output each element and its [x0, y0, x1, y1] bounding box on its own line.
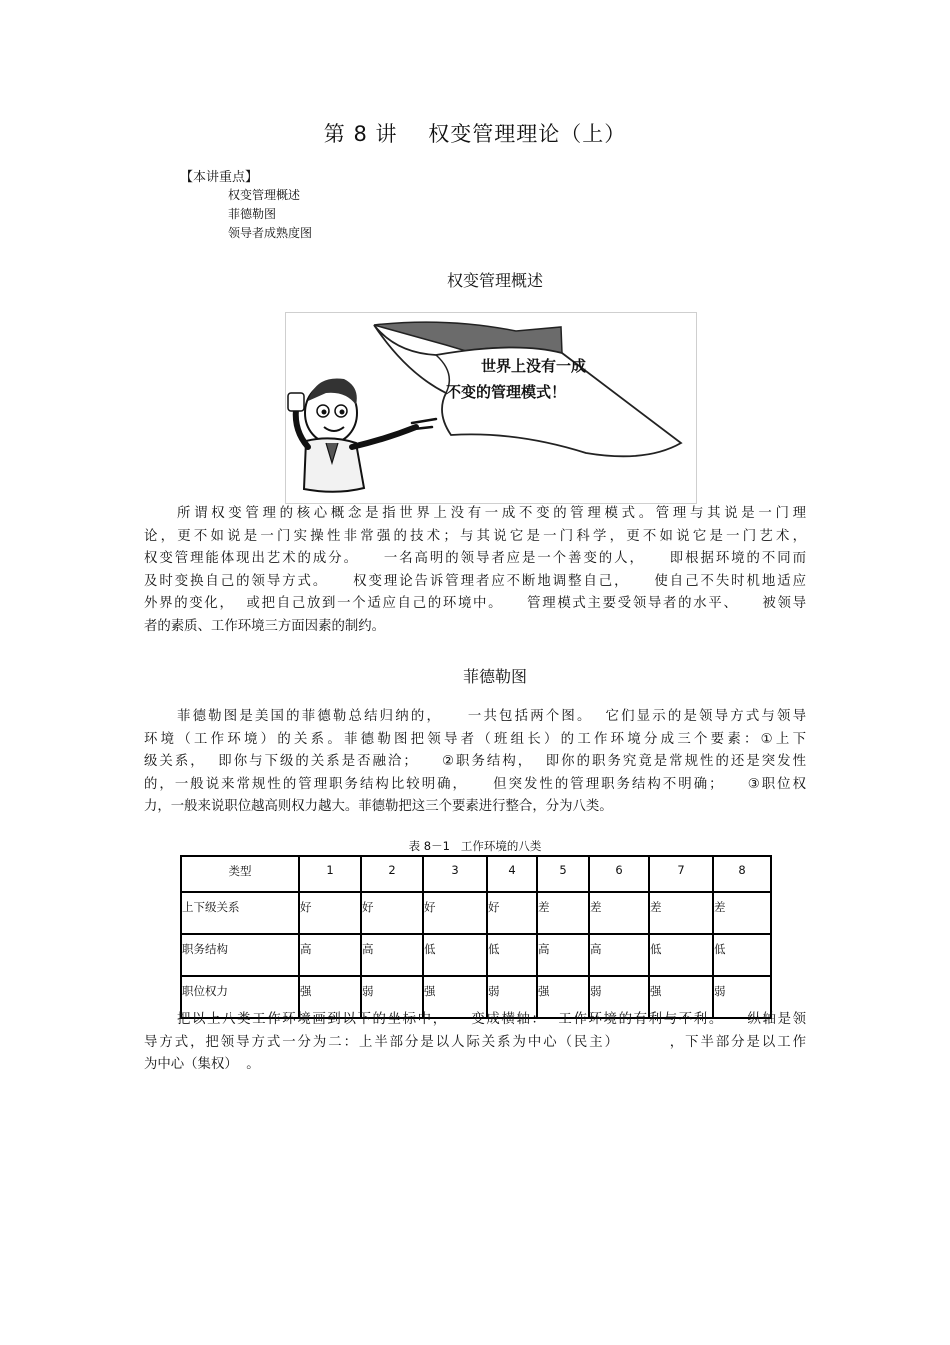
- table-cell: 好: [299, 892, 361, 934]
- paragraph-line: 导方式，把领导方式一分为二：上半部分是以人际关系为中心（民主） ，下半部分是以工作: [144, 1034, 806, 1050]
- paragraph-line: 论，更不如说是一门实操性非常强的技术；与其说它是一门科学，更不如说它是一门艺术，: [144, 528, 806, 544]
- table-header-cell: 4: [487, 856, 537, 892]
- table-cell: 高: [299, 934, 361, 976]
- fiedler-paragraph: [144, 706, 806, 819]
- table-cell: 强: [537, 976, 589, 1018]
- key-point-item: 权变管理概述: [228, 188, 301, 202]
- table-header-cell: 1: [299, 856, 361, 892]
- table-cell: 差: [589, 892, 649, 934]
- table-row: [181, 892, 771, 934]
- table-header-row: [181, 856, 771, 892]
- paragraph-line: 把以上八类工作环境画到以下的坐标中， 变成横轴： 工作环境的有利与不利。 纵轴是领: [177, 1012, 806, 1027]
- paragraph-line: 环境（工作环境）的关系。菲德勒图把领导者（班组长）的工作环境分成三个要素：①上下: [144, 731, 806, 747]
- page-title: 第 8 讲 权变管理理论（上）: [323, 122, 627, 146]
- banner-text-line-1: 世界上没有一成: [481, 357, 587, 375]
- paragraph-line: 力，一般来说职位越高则权力越大。菲德勒把这三个要素进行整合，分为八类。: [144, 799, 613, 814]
- paragraph-line: 的，一般说来常规性的管理职务结构比较明确， 但突发性的管理职务结构不明确； ③职位权: [144, 776, 806, 792]
- section-heading-fiedler: 菲德勒图: [462, 667, 527, 686]
- table-cell: 弱: [487, 976, 537, 1018]
- table-header-cell: 类型: [181, 856, 299, 892]
- table-row-label: 职务结构: [181, 934, 299, 976]
- work-environment-table: [180, 855, 772, 1019]
- table-cell: 高: [537, 934, 589, 976]
- table-header-cell: 5: [537, 856, 589, 892]
- table-cell: 强: [649, 976, 713, 1018]
- overview-paragraph: [144, 503, 806, 638]
- table-cell: 低: [649, 934, 713, 976]
- after-table-paragraph: [144, 1009, 806, 1077]
- table-cell: 强: [299, 976, 361, 1018]
- table-header-cell: 2: [361, 856, 423, 892]
- table-cell: 差: [713, 892, 771, 934]
- table-cell: 低: [487, 934, 537, 976]
- table-header-cell: 3: [423, 856, 487, 892]
- table-cell: 高: [361, 934, 423, 976]
- table-cell: 低: [713, 934, 771, 976]
- table-header-cell: 6: [589, 856, 649, 892]
- table-cell: 好: [423, 892, 487, 934]
- paragraph-line: 及时变换自己的领导方式。 权变理论告诉管理者应不断地调整自己， 使自己不失时机地适应: [144, 573, 806, 589]
- key-point-item: 领导者成熟度图: [228, 226, 313, 240]
- table-cell: 弱: [713, 976, 771, 1018]
- table-cell: 差: [649, 892, 713, 934]
- key-points-heading: 【本讲重点】: [180, 170, 259, 185]
- paragraph-line: 为中心（集权） 。: [144, 1057, 260, 1072]
- table-caption: 表 8－1 工作环境的八类: [408, 839, 542, 853]
- table-cell: 弱: [589, 976, 649, 1018]
- paragraph-line: 菲德勒图是美国的菲德勒总结归纳的， 一共包括两个图。 它们显示的是领导方式与领导: [177, 709, 806, 724]
- table-row-label: 职位权力: [181, 976, 299, 1018]
- cartoon-illustration: [285, 312, 697, 504]
- table-cell: 高: [589, 934, 649, 976]
- paragraph-line: 所谓权变管理的核心概念是指世界上没有一成不变的管理模式。管理与其说是一门理: [177, 506, 806, 521]
- banner-text-line-2: 不变的管理模式！: [446, 383, 567, 401]
- paragraph-line: 外界的变化， 或把自己放到一个适应自己的环境中。 管理模式主要受领导者的水平、 被领导: [144, 596, 806, 611]
- paragraph-line: 级关系， 即你与下级的关系是否融洽； ②职务结构， 即你的职务究竟是常规性的还是突发性: [144, 754, 806, 769]
- key-point-item: 菲德勒图: [228, 207, 277, 221]
- table-cell: 好: [487, 892, 537, 934]
- paragraph-line: 权变管理能体现出艺术的成分。 一名高明的领导者应是一个善变的人， 即根据环境的不同而: [144, 551, 806, 566]
- section-heading-overview: 权变管理概述: [446, 271, 543, 290]
- table-header-cell: 8: [713, 856, 771, 892]
- table-row-label: 上下级关系: [181, 892, 299, 934]
- paragraph-line: 者的素质、工作环境三方面因素的制约。: [144, 618, 386, 634]
- table-cell: 弱: [361, 976, 423, 1018]
- table-cell: 低: [423, 934, 487, 976]
- table-cell: 好: [361, 892, 423, 934]
- table-cell: 强: [423, 976, 487, 1018]
- table-cell: 差: [537, 892, 589, 934]
- table-header-cell: 7: [649, 856, 713, 892]
- table-row: [181, 934, 771, 976]
- cartoon-banner-graphic: [286, 313, 696, 503]
